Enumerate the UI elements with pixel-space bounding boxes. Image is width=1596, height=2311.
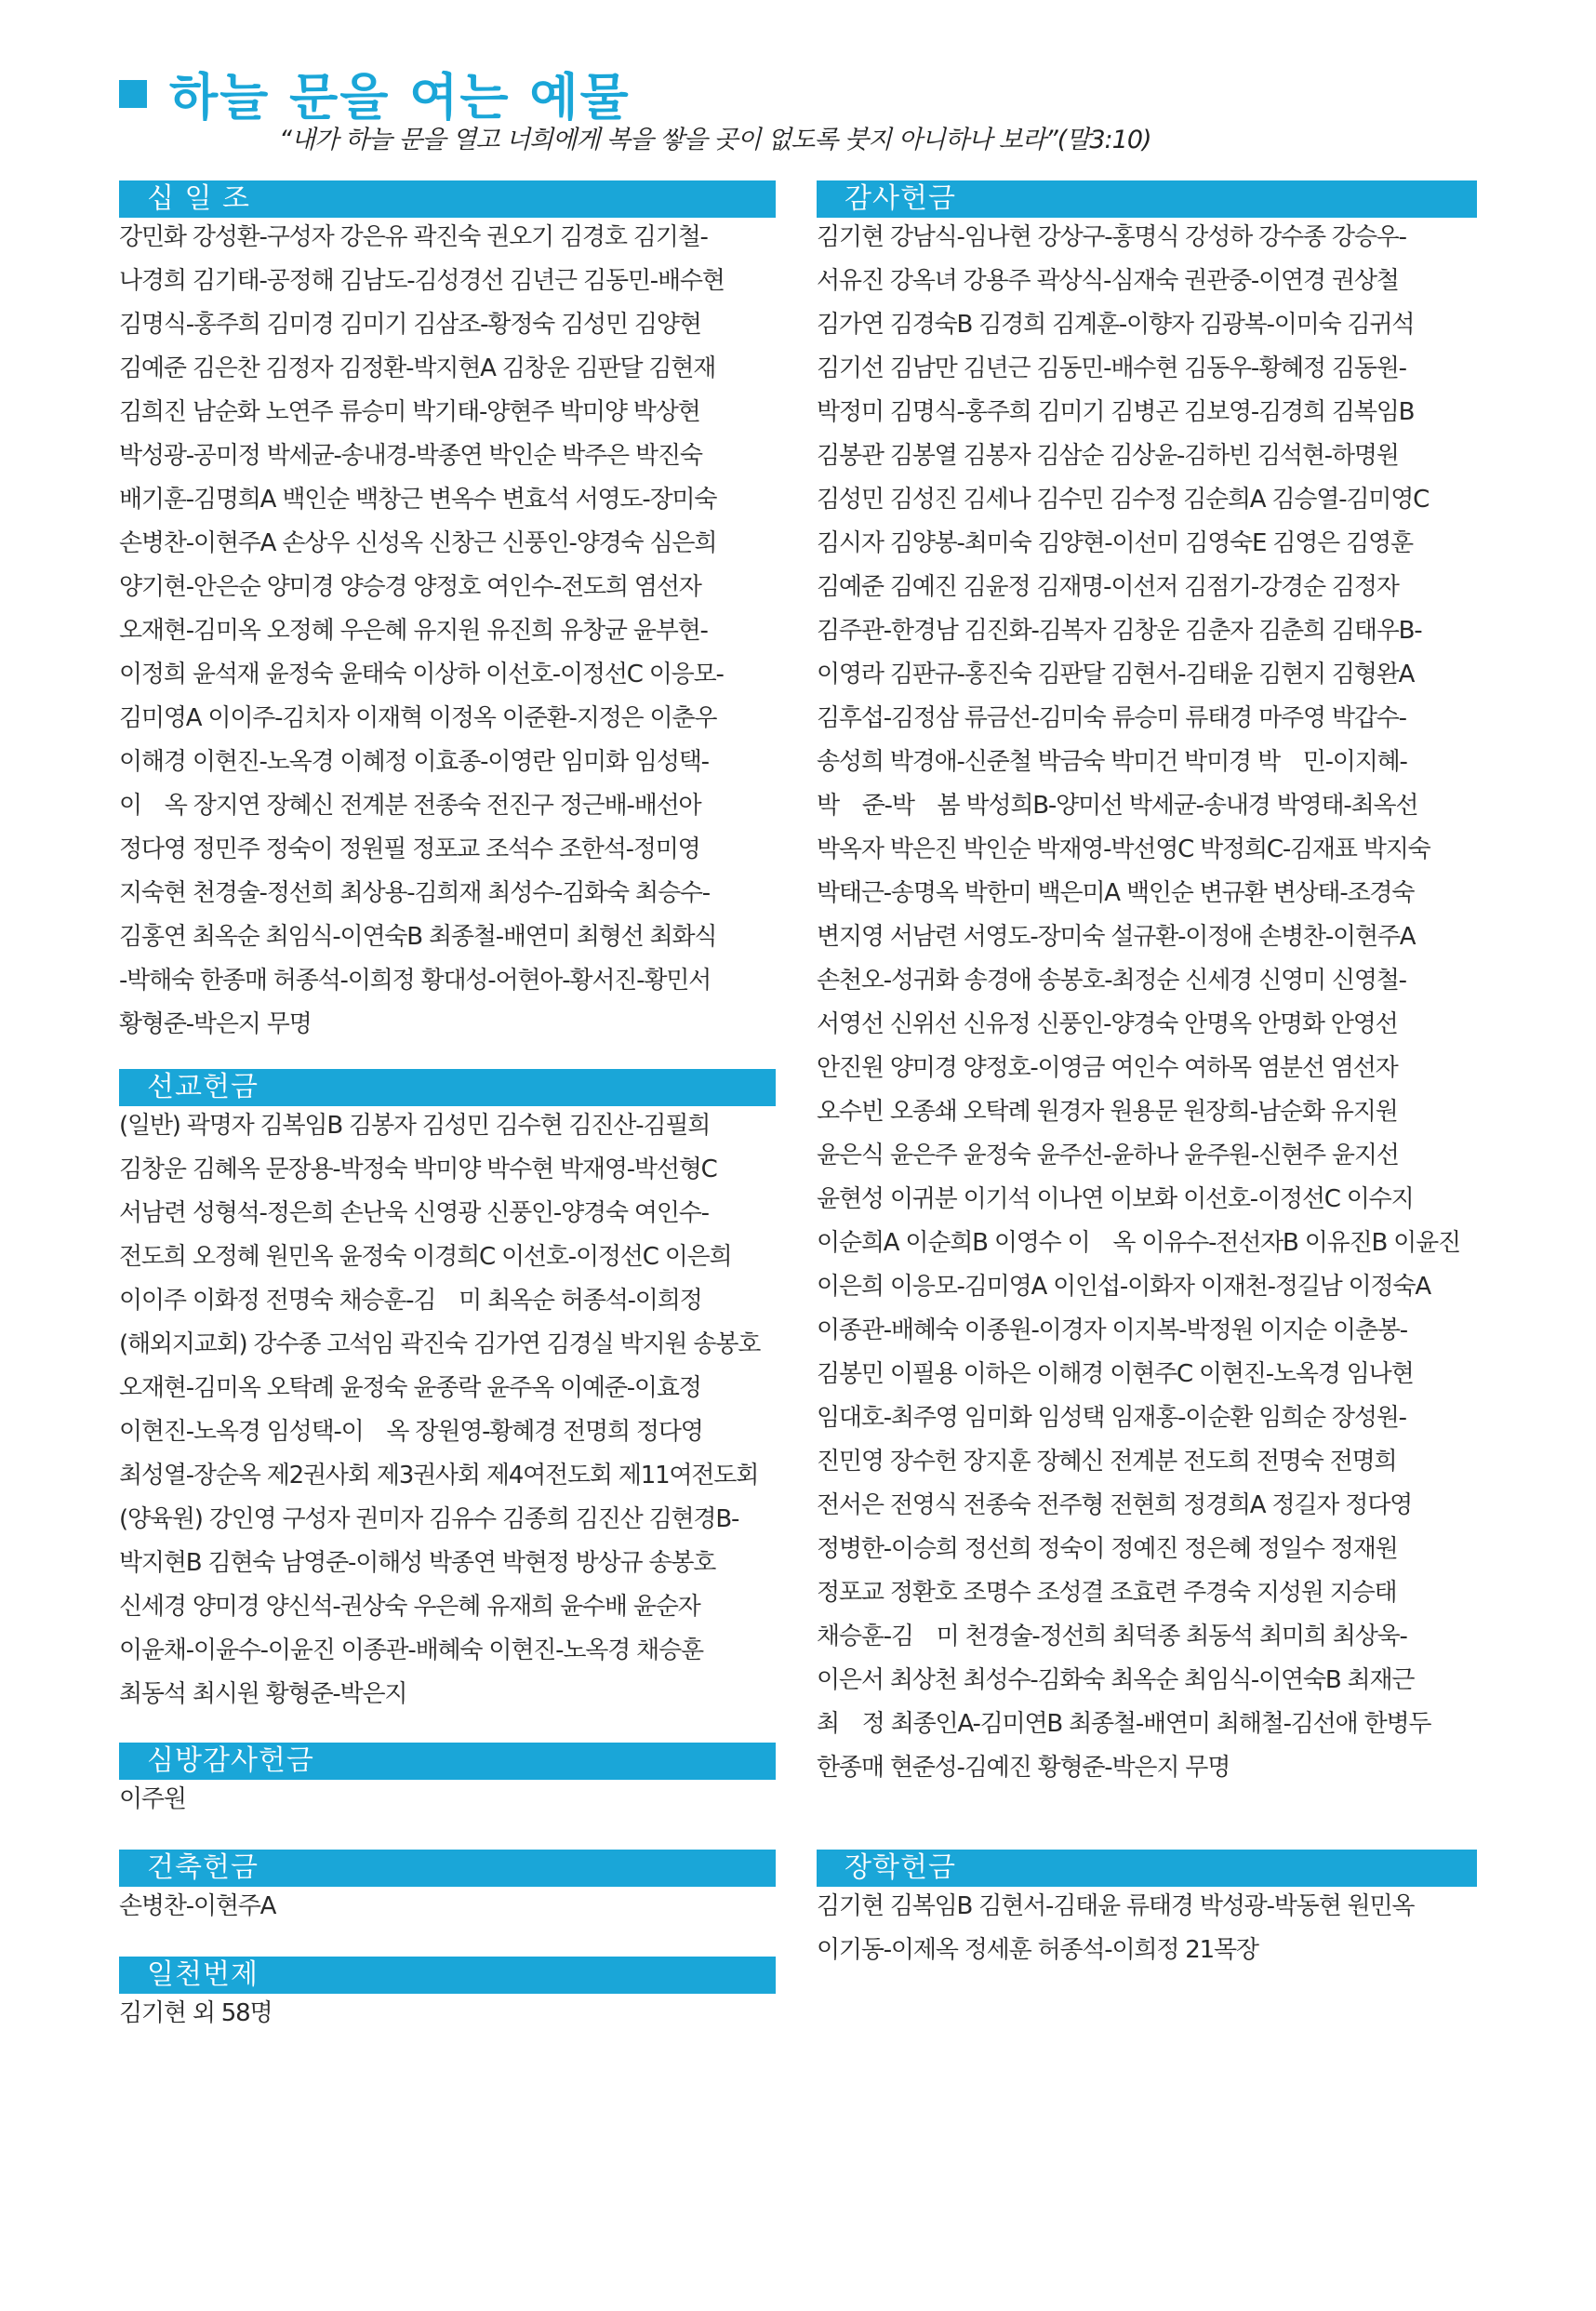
left-column [119,180,776,2036]
section-building [119,1850,776,1929]
name-list-line: 양기현-안은순 양미경 양승경 양정호 여인수-전도희 염선자 [119,573,701,601]
section-mission [119,1069,776,1717]
name-list-line: 송성희 박경애-신준철 박금숙 박미건 박미경 박 민-이지혜- [817,748,1407,776]
name-list-line: 박성광-공미정 박세균-송내경-박종연 박인순 박주은 박진숙 [119,442,702,470]
name-list-line: 김예준 김예진 김윤정 김재명-이선저 김점기-강경순 김정자 [817,573,1399,601]
name-list-line: 김홍연 최옥순 최임식-이연숙B 최종철-배연미 최형선 최화식 [119,923,717,951]
section-body [119,1778,776,1822]
name-list-line: 김가연 김경숙B 김경희 김계훈-이향자 김광복-이미숙 김귀석 [817,311,1415,339]
name-list-line: 김미영A 이이주-김치자 이재혁 이정옥 이준환-지정은 이춘우 [119,704,717,732]
section-body [119,1104,776,1717]
name-list-line: (해외지교회) 강수종 고석임 곽진숙 김가연 김경실 박지원 송봉호 [119,1330,761,1358]
name-list-line: 이영라 김판규-홍진숙 김판달 김현서-김태윤 김현지 김형완A [817,661,1415,688]
name-list-line: 최성열-장순옥 제2권사회 제3권사회 제4여전도회 제11여전도회 [119,1462,759,1489]
section-thanks [817,180,1477,1790]
name-list-line: 이주원 [119,1785,186,1813]
name-list-line: 이순희A 이순희B 이영수 이 옥 이유수-전선자B 이유진B 이윤진 [817,1229,1460,1257]
name-list-line: 서남련 성형석-정은희 손난욱 신영광 신풍인-양경숙 여인수- [119,1199,709,1227]
name-list-line: 김예준 김은찬 김정자 김정환-박지현A 김창운 김판달 김현재 [119,354,716,382]
section-title: 감사헌금 [817,180,1477,218]
name-list-line: 박 준-박 봄 박성희B-양미선 박세균-송내경 박영태-최옥선 [817,792,1418,820]
name-list-line: 박정미 김명식-홍주희 김미기 김병곤 김보영-김경희 김복임B [817,398,1415,426]
name-list-line: 이 옥 장지연 장혜신 전계분 전종숙 전진구 정근배-배선아 [119,792,701,820]
name-list-line: 최 정 최종인A-김미연B 최종철-배연미 최해철-김선애 한병두 [817,1710,1431,1738]
section-title: 선교헌금 [119,1069,776,1106]
name-list-line: 채승훈-김 미 천경술-정선희 최덕종 최동석 최미희 최상욱- [817,1623,1407,1650]
name-list-line: 황형준-박은지 무명 [119,1010,312,1038]
section-body [119,1992,776,2036]
name-list-line: 정포교 정환호 조명수 조성결 조효련 주경숙 지성원 지승태 [817,1579,1397,1607]
name-list-line: 변지영 서남련 서영도-장미숙 설규환-이정애 손병찬-이현주A [817,923,1416,951]
section-title: 건축헌금 [119,1850,776,1887]
name-list-line: 오재현-김미옥 오정혜 우은혜 유지원 유진희 유창균 윤부현- [119,617,708,645]
name-list-line: 김기선 김남만 김년근 김동민-배수현 김동우-황혜정 김동원- [817,354,1406,382]
name-list-line: 강민화 강성환-구성자 강은유 곽진숙 권오기 김경호 김기철- [119,223,708,251]
name-list-line: 손병찬-이현주A [119,1892,276,1920]
name-list-line: 이해경 이현진-노옥경 이혜정 이효종-이영란 임미화 임성택- [119,748,709,776]
name-list-line: 신세경 양미경 양신석-권상숙 우은혜 유재희 윤수배 윤순자 [119,1593,700,1621]
section-title: 일천번제 [119,1957,776,1994]
name-list-line: 김명식-홍주희 김미경 김미기 김삼조-황정숙 김성민 김양현 [119,311,701,339]
name-list-line: 이이주 이화정 전명숙 채승훈-김 미 최옥순 허종석-이희정 [119,1287,702,1315]
name-list-line: (일반) 곽명자 김복임B 김봉자 김성민 김수현 김진산-김필희 [119,1112,711,1140]
name-list-line: 이기동-이제옥 정세훈 허종석-이희정 21목장 [817,1936,1258,1964]
name-list-line: 김희진 남순화 노연주 류승미 박기태-양현주 박미양 박상현 [119,398,700,426]
name-list-line: 이은희 이응모-김미영A 이인섭-이화자 이재천-정길남 이정숙A [817,1273,1430,1301]
name-list-line: 이현진-노옥경 임성택-이 옥 장원영-황혜경 전명희 정다영 [119,1418,703,1446]
section-title: 십 일 조 [119,180,776,218]
name-list-line: 김성민 김성진 김세나 김수민 김수정 김순희A 김승열-김미영C [817,486,1430,514]
right-column [817,180,1477,1972]
name-list-line: 최동석 최시원 황형준-박은지 [119,1680,407,1708]
name-list-line: 나경희 김기태-공정해 김남도-김성경선 김년근 김동민-배수현 [119,267,725,295]
section-ilcheon [119,1957,776,2036]
name-list-line: 손천오-성귀화 송경애 송봉호-최정순 신세경 신영미 신영철- [817,967,1406,995]
name-list-line: 지숙현 천경술-정선희 최상용-김희재 최성수-김화숙 최승수- [119,879,710,907]
name-list-line: (양육원) 강인영 구성자 권미자 김유수 김종희 김진산 김현경B- [119,1505,739,1533]
name-list-line: 서영선 신위선 신유정 신풍인-양경숙 안명옥 안명화 안영선 [817,1010,1398,1038]
name-list-line: 김기현 김복임B 김현서-김태윤 류태경 박성광-박동현 원민옥 [817,1892,1415,1920]
name-list-line: 오재현-김미옥 오탁례 윤정숙 윤종락 윤주옥 이예준-이효정 [119,1374,701,1402]
square-bullet-icon [119,80,147,108]
name-list-line: 전서은 전영식 전종숙 전주형 전현희 정경희A 정길자 정다영 [817,1491,1413,1519]
name-list-line: 박옥자 박은진 박인순 박재영-박선영C 박정희C-김재표 박지숙 [817,835,1430,863]
name-list-line: 정다영 정민주 정숙이 정원필 정포교 조석수 조한석-정미영 [119,835,700,863]
name-list-line: 오수빈 오종쇄 오탁례 원경자 원용문 원장희-남순화 유지원 [817,1098,1398,1126]
section-visit [119,1743,776,1822]
name-list-line: 전도희 오정혜 원민옥 윤정숙 이경희C 이선호-이정선C 이은희 [119,1243,732,1271]
name-list-line: 손병찬-이현주A 손상우 신성옥 신창근 신풍인-양경숙 심은희 [119,529,717,557]
section-title: 심방감사헌금 [119,1743,776,1780]
scripture-quote: “내가 하늘 문을 열고 너희에게 복을 쌓을 곳이 없도록 붓지 아니하나 보라”(말3:10) [279,126,1151,154]
section-body [119,1885,776,1929]
name-list-line: 이정희 윤석재 윤정숙 윤태숙 이상하 이선호-이정선C 이응모- [119,661,724,688]
section-title: 장학헌금 [817,1850,1477,1887]
section-body [817,1885,1477,1972]
name-list-line: 진민영 장수헌 장지훈 장혜신 전계분 전도희 전명숙 전명희 [817,1448,1397,1476]
section-body [119,216,776,1047]
name-list-line: 이윤채-이윤수-이윤진 이종관-배혜숙 이현진-노옥경 채승훈 [119,1636,703,1664]
name-list-line: 배기훈-김명희A 백인순 백창근 변옥수 변효석 서영도-장미숙 [119,486,717,514]
page-title: 하늘 문을 여는 예물 [169,68,631,127]
name-list-line: 김기현 강남식-임나현 강상구-홍명식 강성하 강수종 강승우- [817,223,1406,251]
section-tithe [119,180,776,1047]
name-list-line: 김기현 외 58명 [119,1999,273,2027]
name-list-line: 김봉민 이필용 이하은 이해경 이현주C 이현진-노옥경 임나현 [817,1360,1414,1388]
name-list-line: 이종관-배혜숙 이종원-이경자 이지복-박정원 이지순 이춘봉- [817,1316,1407,1344]
name-list-line: 윤현성 이귀분 이기석 이나연 이보화 이선호-이정선C 이수지 [817,1185,1414,1213]
name-list-line: -박해숙 한종매 허종석-이희정 황대성-어현아-황서진-황민서 [119,967,712,995]
name-list-line: 정병한-이승희 정선희 정숙이 정예진 정은혜 정일수 정재원 [817,1535,1398,1563]
name-list-line: 한종매 현준성-김예진 황형준-박은지 무명 [817,1754,1230,1782]
name-list-line: 김봉관 김봉열 김봉자 김삼순 김상윤-김하빈 김석현-하명원 [817,442,1399,470]
name-list-line: 박태근-송명옥 박한미 백은미A 백인순 변규환 변상태-조경숙 [817,879,1415,907]
name-list-line: 박지현B 김현숙 남영준-이해성 박종연 박현정 방상규 송봉호 [119,1549,716,1577]
name-list-line: 윤은식 윤은주 윤정숙 윤주선-윤하나 윤주원-신현주 윤지선 [817,1142,1399,1169]
name-list-line: 이은서 최상천 최성수-김화숙 최옥순 최임식-이연숙B 최재근 [817,1666,1415,1694]
name-list-line: 김시자 김양봉-최미숙 김양현-이선미 김영숙E 김영은 김영훈 [817,529,1413,557]
section-body [817,216,1477,1790]
name-list-line: 임대호-최주영 임미화 임성택 임재홍-이순환 임희순 장성원- [817,1404,1406,1432]
name-list-line: 김후섭-김정삼 류금선-김미숙 류승미 류태경 마주영 박갑수- [817,704,1406,732]
name-list-line: 안진원 양미경 양정호-이영금 여인수 여하목 염분선 염선자 [817,1054,1398,1082]
name-list-line: 서유진 강옥녀 강용주 곽상식-심재숙 권관중-이연경 권상철 [817,267,1399,295]
name-list-line: 김주관-한경남 김진화-김복자 김창운 김춘자 김춘희 김태우B- [817,617,1422,645]
section-scholarship [817,1850,1477,1972]
name-list-line: 김창운 김혜옥 문장용-박정숙 박미양 박수현 박재영-박선형C [119,1156,717,1183]
